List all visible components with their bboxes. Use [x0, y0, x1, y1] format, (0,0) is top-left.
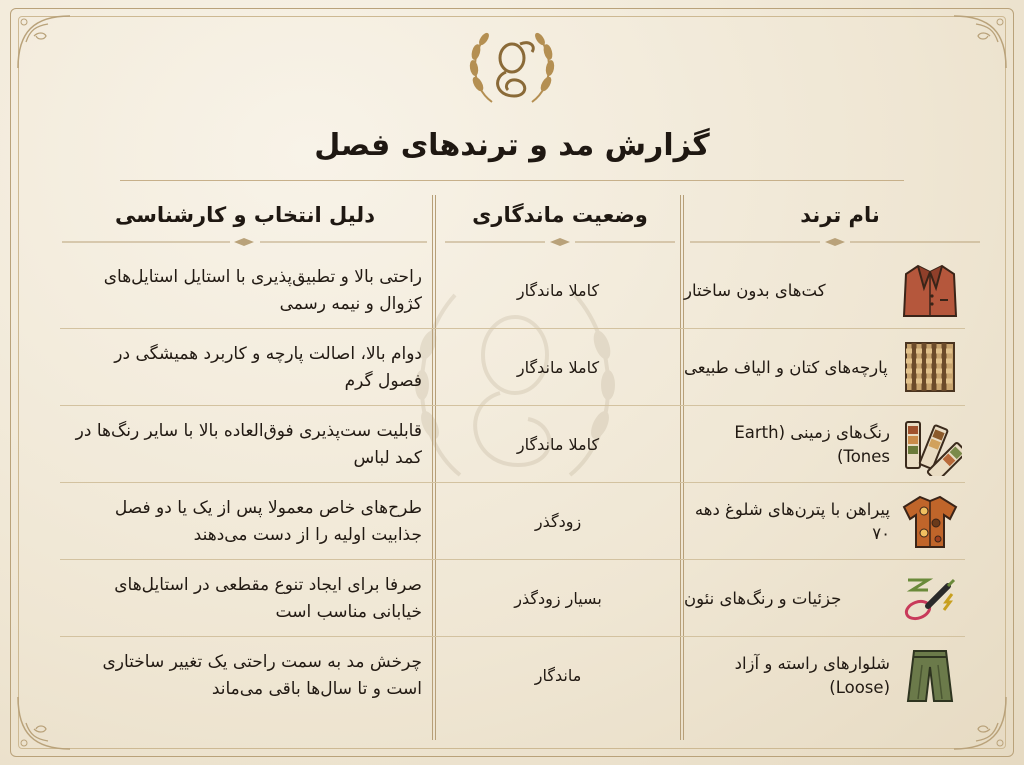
status-cell: بسیار زودگذر: [514, 589, 602, 608]
table-row: [60, 560, 965, 637]
header-ornament-icon: [62, 232, 427, 242]
reason-cell: چرخش مد به سمت راحتی یک تغییر ساختاری است و تا سال‌ها باقی می‌ماند: [102, 651, 422, 699]
reason-cell: صرفا برای ایجاد تنوع مقطعی در استایل‌های خیابانی مناسب است: [114, 574, 422, 622]
table-row: [60, 637, 965, 714]
loose-trousers-icon: [898, 643, 962, 707]
woven-fabric-icon: [898, 335, 962, 399]
status-cell: کاملا ماندگار: [516, 435, 600, 454]
column-header-reason: دلیل انتخاب و کارشناسی: [115, 203, 375, 227]
corner-ornament-icon: [950, 12, 1010, 72]
status-cell: ماندگار: [534, 666, 582, 685]
header-ornament-icon: [445, 232, 675, 242]
trend-name-cell: شلوارهای راسته و آزاد (Loose): [734, 653, 890, 697]
reason-cell: راحتی بالا و تطبیق‌پذیری با استایل استایل‌های کژوال و نیمه رسمی: [103, 266, 422, 314]
color-swatch-icon: [898, 412, 962, 476]
title-divider: [120, 180, 904, 181]
neon-accessory-icon: [898, 566, 962, 630]
table-row: [60, 252, 965, 329]
table-row: [60, 483, 965, 560]
trend-name-cell: رنگ‌های زمینی (Earth Tones): [734, 422, 890, 466]
reason-cell: دوام بالا، اصالت پارچه و کاربرد همیشگی در فصول گرم: [114, 343, 422, 391]
trend-name-cell: پارچه‌های کتان و الیاف طبیعی: [684, 357, 888, 377]
page-title: گزارش مد و ترندهای فصل: [314, 128, 710, 163]
column-header-name: نام ترند: [800, 203, 880, 227]
status-cell: زودگذر: [534, 512, 582, 531]
patterned-shirt-icon: [898, 489, 962, 553]
trend-name-cell: پیراهن با پترن‌های شلوغ دهه ۷۰: [694, 499, 890, 543]
reason-cell: طرح‌های خاص معمولا پس از یک یا دو فصل جذابیت اولیه را از دست می‌دهند: [114, 497, 422, 545]
header-ornament-icon: [690, 232, 980, 242]
column-header-status: وضعیت ماندگاری: [472, 203, 648, 227]
corner-ornament-icon: [14, 12, 74, 72]
trend-name-cell: کت‌های بدون ساختار: [684, 280, 826, 300]
brand-logo-icon: [462, 22, 562, 110]
status-cell: کاملا ماندگار: [516, 358, 600, 377]
blazer-icon: [898, 258, 962, 322]
status-cell: کاملا ماندگار: [516, 281, 600, 300]
reason-cell: قابلیت ست‌پذیری فوق‌العاده بالا با سایر رنگ‌ها در کمد لباس: [75, 420, 422, 468]
trend-name-cell: جزئیات و رنگ‌های نئون: [684, 588, 842, 608]
table-row: [60, 329, 965, 406]
table-row: [60, 406, 965, 483]
